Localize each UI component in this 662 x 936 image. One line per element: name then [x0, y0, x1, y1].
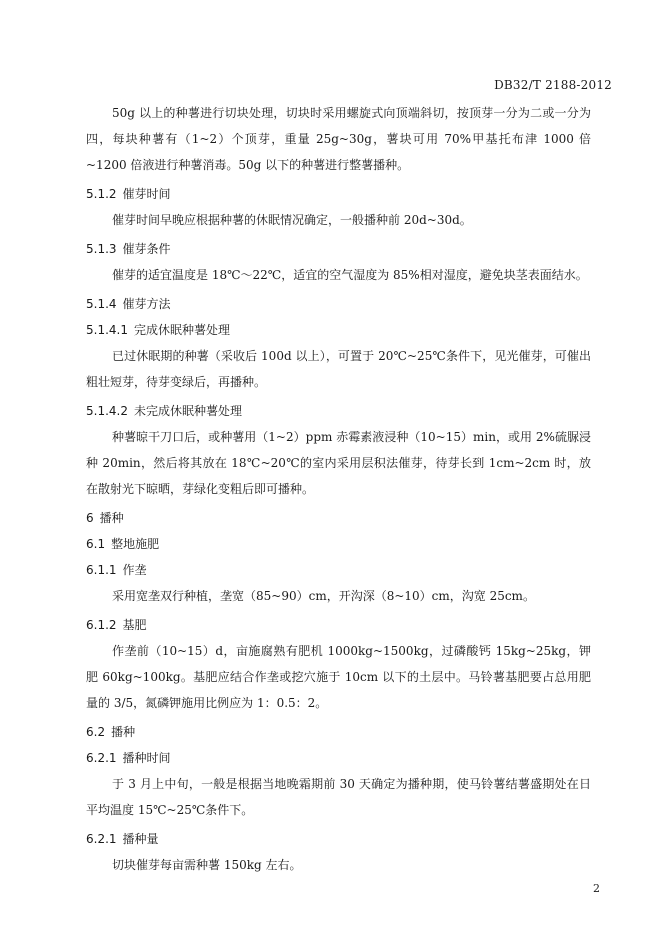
- section-title: 完成休眠种薯处理: [133, 323, 230, 337]
- section-heading: [86, 291, 591, 317]
- section-number: 6.2.1: [86, 832, 117, 846]
- paragraph: 种薯晾干刀口后，或种薯用（1~2）ppm 赤霉素液浸种（10~15）min，或用 2%硫脲浸种 20min，然后将其放在 18℃~20℃的室内采用层积法催芽，待芽长到 1cm~2cm 时，放在散射光下晾晒，芽绿化变粗后即可播种。: [86, 430, 591, 496]
- paragraph: 催芽时间早晚应根据种薯的休眠情况确定，一般播种前 20d~30d。: [112, 213, 472, 227]
- section-title: 催芽时间: [122, 187, 171, 201]
- paragraph: 50g 以上的种薯进行切块处理，切块时采用螺旋式向顶端斜切，按顶芽一分为二或一分为四，每块种薯有（1~2）个顶芽，重量 25g~30g，薯块可用 70%甲基托布津 1000 倍~1200 倍液进行种薯消毒。50g 以下的种薯进行整薯播种。: [86, 106, 591, 172]
- section-title: 播种: [111, 725, 136, 739]
- section-number: 5.1.4: [86, 297, 117, 311]
- section-heading: [86, 505, 591, 531]
- paragraph: 已过休眠期的种薯（采收后 100d 以上），可置于 20℃~25℃条件下，见光催芽，可催出粗壮短芽，待芽变绿后，再播种。: [86, 349, 591, 389]
- section-heading: [86, 181, 591, 207]
- page-number: 2: [593, 882, 600, 895]
- section-title: 播种量: [122, 832, 159, 846]
- section-heading: [86, 745, 591, 771]
- section-number: 6.2.1: [86, 751, 117, 765]
- document-body: [86, 100, 591, 878]
- section-heading: [86, 826, 591, 852]
- section-number: 6.2: [86, 725, 106, 739]
- paragraph: 催芽的适宜温度是 18℃～22℃，适宜的空气湿度为 85%相对湿度，避免块茎表面结水。: [112, 268, 588, 282]
- section-number: 5.1.4.1: [86, 323, 128, 337]
- section-heading: [86, 398, 591, 424]
- section-heading: [86, 531, 591, 557]
- section-heading: [86, 317, 591, 343]
- section-title: 未完成休眠种薯处理: [133, 404, 242, 418]
- section-heading: [86, 719, 591, 745]
- section-heading: [86, 612, 591, 638]
- paragraph: 于 3 月上中旬，一般是根据当地晚霜期前 30 天确定为播种期，使马铃薯结薯盛期处在日平均温度 15℃~25℃条件下。: [86, 777, 591, 817]
- section-heading: [86, 557, 591, 583]
- section-number: 6.1.2: [86, 618, 117, 632]
- section-title: 播种时间: [122, 751, 171, 765]
- section-title: 整地施肥: [111, 537, 160, 551]
- section-heading: [86, 236, 591, 262]
- section-number: 5.1.2: [86, 187, 117, 201]
- section-title: 催芽方法: [122, 297, 171, 311]
- section-title: 作垄: [122, 563, 147, 577]
- paragraph: 采用宽垄双行种植，垄宽（85~90）cm，开沟深（8~10）cm，沟宽 25cm。: [112, 589, 535, 603]
- section-number: 6.1: [86, 537, 106, 551]
- section-number: 5.1.3: [86, 242, 117, 256]
- standard-code: DB32/T 2188-2012: [494, 78, 612, 92]
- section-number: 6.1.1: [86, 563, 117, 577]
- section-title: 播种: [99, 511, 124, 525]
- section-title: 基肥: [122, 618, 147, 632]
- paragraph: 切块催芽每亩需种薯 150kg 左右。: [112, 858, 302, 872]
- paragraph: 作垄前（10~15）d，亩施腐熟有肥机 1000kg~1500kg，过磷酸钙 15kg~25kg，钾肥 60kg~100kg。基肥应结合作垄或挖穴施于 10cm 以下的土层中。马铃薯基肥要占总用肥量的 3/5，氮磷钾施用比例应为 1：0.5：2。: [86, 644, 591, 710]
- section-number: 6: [86, 511, 94, 525]
- section-title: 催芽条件: [122, 242, 171, 256]
- section-number: 5.1.4.2: [86, 404, 128, 418]
